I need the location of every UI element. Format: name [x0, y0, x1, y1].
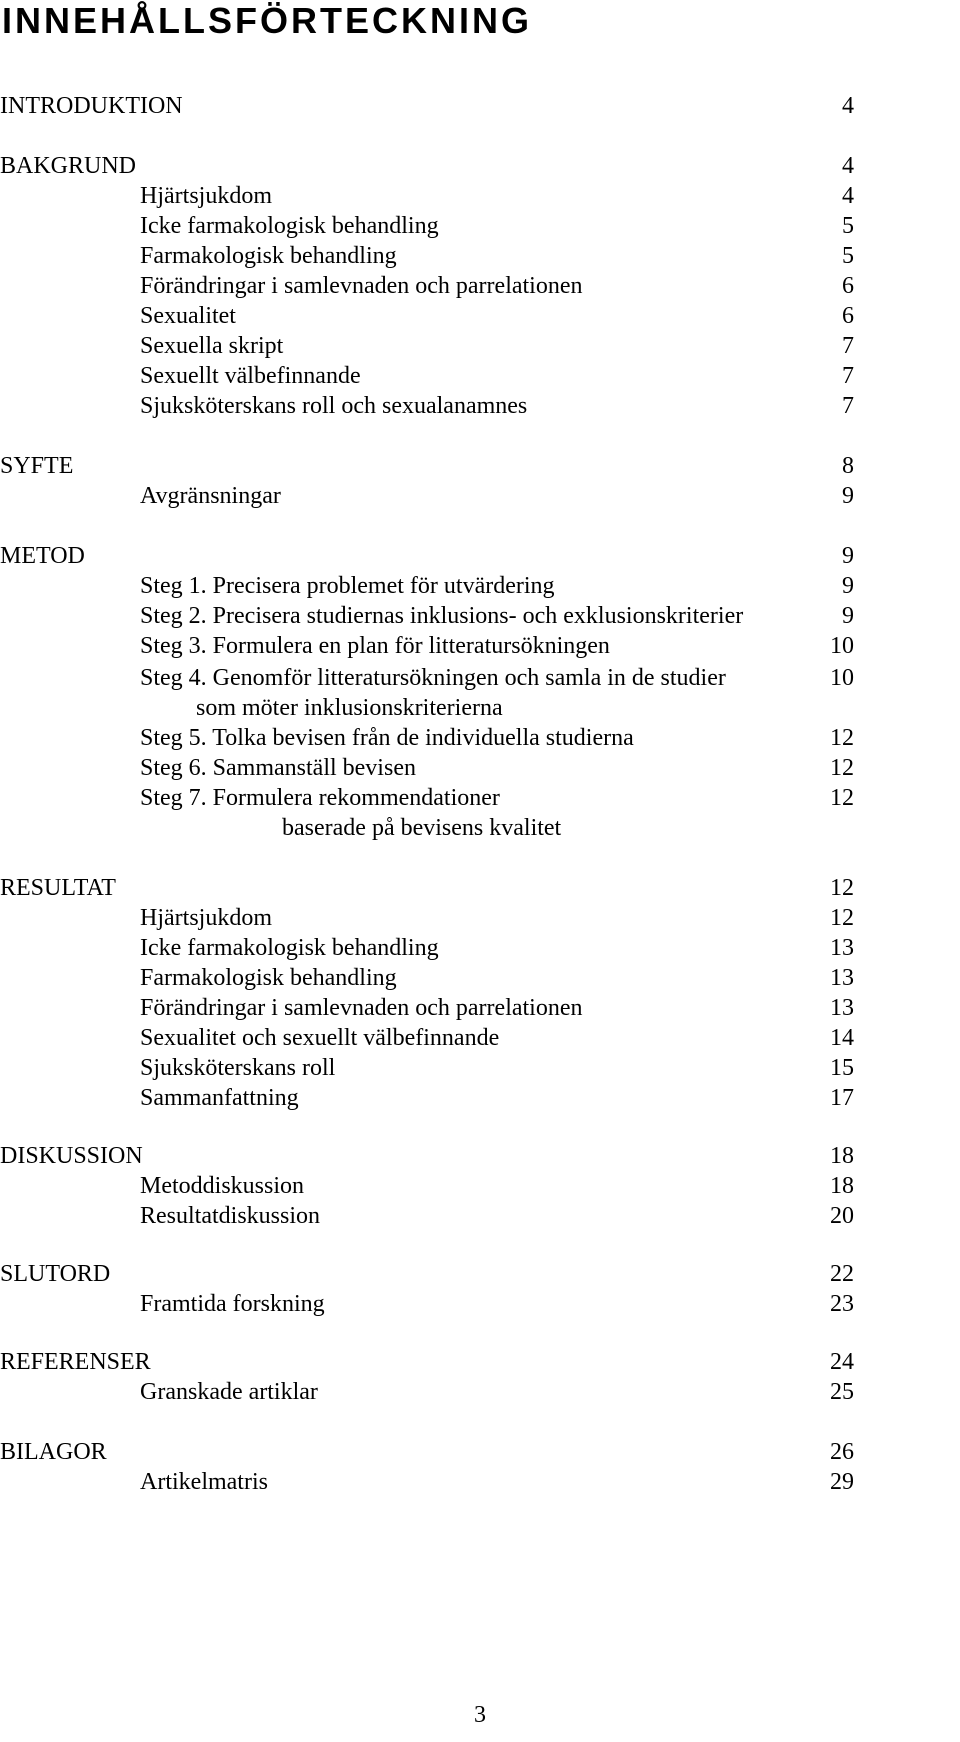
toc-entry-page: 9: [842, 573, 854, 599]
toc-entry-page: 25: [830, 1379, 854, 1405]
toc-entry: [0, 302, 960, 330]
toc-entry-page: 13: [830, 995, 854, 1021]
toc-entry: [0, 392, 960, 420]
toc-entry-title: REFERENSER: [0, 1349, 151, 1375]
toc-entry: [0, 362, 960, 390]
toc-entry-page: 10: [830, 633, 854, 659]
toc-entry: [0, 152, 960, 180]
toc-entry-page: 6: [842, 273, 854, 299]
toc-entry-page: 24: [830, 1349, 854, 1375]
toc-entry-page: 12: [830, 905, 854, 931]
toc-entry-page: 5: [842, 243, 854, 269]
toc-entry-title: Sexualitet och sexuellt välbefinnande: [140, 1025, 500, 1051]
toc-entry-title: INTRODUKTION: [0, 93, 183, 119]
toc-entry-title: Artikelmatris: [140, 1469, 268, 1495]
toc-entry-title: Sexuellt välbefinnande: [140, 363, 361, 389]
toc-entry-title: BILAGOR: [0, 1439, 107, 1465]
toc-entry-page: 4: [842, 183, 854, 209]
toc-entry-page: 23: [830, 1291, 854, 1317]
toc-entry: [0, 242, 960, 270]
toc-entry-page: 12: [830, 875, 854, 901]
toc-entry-title: Förändringar i samlevnaden och parrelationen: [140, 273, 583, 299]
toc-entry: [0, 92, 960, 120]
toc-entry-page: 26: [830, 1439, 854, 1465]
toc-entry: [0, 1172, 960, 1200]
toc-entry: [0, 724, 960, 752]
toc-entry: [0, 1290, 960, 1318]
toc-entry: [0, 1378, 960, 1406]
toc-entry-title: Avgränsningar: [140, 483, 281, 509]
toc-entry-page: 15: [830, 1055, 854, 1081]
toc-entry-title: Sjuksköterskans roll och sexualanamnes: [140, 393, 528, 419]
toc-entry-title: Steg 7. Formulera rekommendationer: [140, 785, 500, 811]
toc-entry-title: DISKUSSION: [0, 1143, 143, 1169]
toc-entry-page: 4: [842, 93, 854, 119]
toc-entry: [0, 632, 960, 660]
toc-entry: [0, 874, 960, 902]
toc-entry: [0, 694, 960, 722]
toc-entry: [0, 904, 960, 932]
toc-entry-title: Steg 2. Precisera studiernas inklusions- och exklusionskriterier: [140, 603, 744, 629]
toc-entry: [0, 332, 960, 360]
toc-entry-page: 6: [842, 303, 854, 329]
toc-entry: [0, 542, 960, 570]
toc-entry-title: Resultatdiskussion: [140, 1203, 321, 1229]
toc-entry-title: Steg 5. Tolka bevisen från de individuella studierna: [140, 725, 634, 751]
toc-entry: [0, 182, 960, 210]
toc-entry-title: baserade på bevisens kvalitet: [282, 815, 562, 841]
toc-entry-page: 12: [830, 725, 854, 751]
toc-entry-page: 9: [842, 603, 854, 629]
toc-entry-page: 8: [842, 453, 854, 479]
toc-entry: [0, 1024, 960, 1052]
toc-entry-title: Sammanfattning: [140, 1085, 299, 1111]
toc-entry: [0, 452, 960, 480]
toc-entry: [0, 994, 960, 1022]
toc-entry: [0, 272, 960, 300]
toc-entry-title: Hjärtsjukdom: [140, 183, 272, 209]
toc-entry-title: SYFTE: [0, 453, 74, 479]
toc-entry-page: 17: [830, 1085, 854, 1111]
toc-entry-title: RESULTAT: [0, 875, 116, 901]
toc-entry: [0, 602, 960, 630]
toc-entry-title: Framtida forskning: [140, 1291, 325, 1317]
toc-entry-page: 4: [842, 153, 854, 179]
toc-entry-title: Förändringar i samlevnaden och parrelationen: [140, 995, 583, 1021]
toc-entry-title: SLUTORD: [0, 1261, 111, 1287]
toc-entry: [0, 1348, 960, 1376]
toc-entry-title: Icke farmakologisk behandling: [140, 213, 439, 239]
toc-entry-page: 9: [842, 543, 854, 569]
toc-entry-page: 13: [830, 935, 854, 961]
toc-entry: [0, 664, 960, 692]
toc-entry-page: 7: [842, 393, 854, 419]
toc-entry-title: Steg 3. Formulera en plan för litteratursökningen: [140, 633, 610, 659]
toc-entry: [0, 1260, 960, 1288]
toc-entry-title: Farmakologisk behandling: [140, 243, 397, 269]
toc-entry-page: 18: [830, 1143, 854, 1169]
toc-entry-page: 7: [842, 363, 854, 389]
toc-title: INNEHÅLLSFÖRTECKNING: [2, 0, 532, 41]
toc-entry-title: METOD: [0, 543, 85, 569]
toc-entry-page: 20: [830, 1203, 854, 1229]
toc-entry-title: Steg 4. Genomför litteratursökningen och samla in de studier: [140, 665, 726, 691]
toc-entry-title: Hjärtsjukdom: [140, 905, 272, 931]
toc-entry: [0, 1084, 960, 1112]
toc-entry-title: Sexualitet: [140, 303, 236, 329]
toc-entry-page: 13: [830, 965, 854, 991]
toc-entry-title: Farmakologisk behandling: [140, 965, 397, 991]
toc-entry: [0, 814, 960, 842]
toc-entry-title: Granskade artiklar: [140, 1379, 318, 1405]
toc-entry: [0, 1468, 960, 1496]
toc-entry-title: Sjuksköterskans roll: [140, 1055, 336, 1081]
toc-entry-page: 12: [830, 755, 854, 781]
toc-entry-title: Sexuella skript: [140, 333, 284, 359]
page-number: 3: [474, 1702, 486, 1728]
toc-entry: [0, 784, 960, 812]
toc-entry-page: 10: [830, 665, 854, 691]
toc-entry: [0, 1142, 960, 1170]
toc-entry-title: BAKGRUND: [0, 153, 137, 179]
toc-entry-page: 18: [830, 1173, 854, 1199]
toc-entry-page: 22: [830, 1261, 854, 1287]
toc-entry: [0, 572, 960, 600]
toc-entry-page: 9: [842, 483, 854, 509]
toc-entry-page: 7: [842, 333, 854, 359]
toc-entry-title: Steg 1. Precisera problemet för utvärdering: [140, 573, 555, 599]
toc-entry: [0, 482, 960, 510]
toc-entry: [0, 212, 960, 240]
toc-entry-title: Metoddiskussion: [140, 1173, 305, 1199]
toc-entry: [0, 754, 960, 782]
toc-entry: [0, 1202, 960, 1230]
toc-entry-title: Steg 6. Sammanställ bevisen: [140, 755, 416, 781]
toc-entry: [0, 1054, 960, 1082]
toc-entry: [0, 1438, 960, 1466]
toc-entry-title: Icke farmakologisk behandling: [140, 935, 439, 961]
toc-entry-page: 14: [830, 1025, 854, 1051]
toc-entry-page: 12: [830, 785, 854, 811]
toc-entry-title: som möter inklusionskriterierna: [196, 695, 503, 721]
toc-entry: [0, 964, 960, 992]
toc-entry: [0, 934, 960, 962]
toc-entry-page: 29: [830, 1469, 854, 1495]
toc-entry-page: 5: [842, 213, 854, 239]
